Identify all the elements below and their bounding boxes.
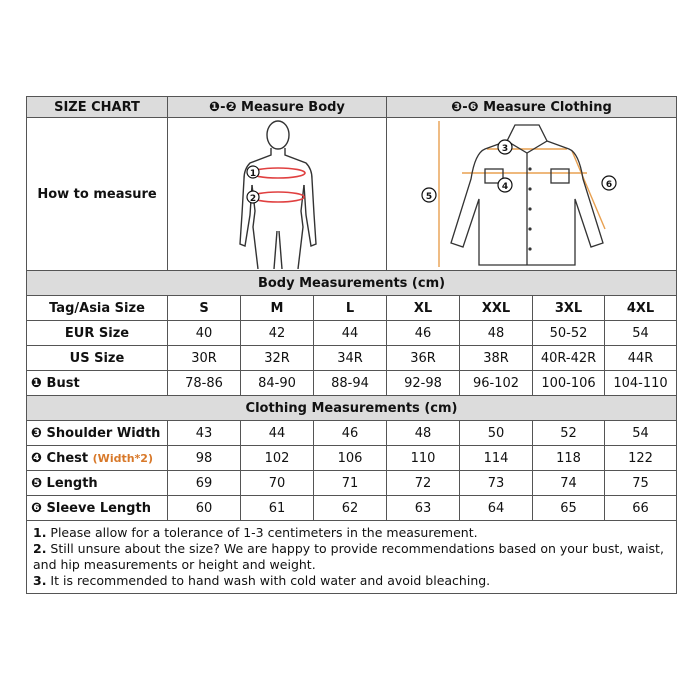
cell: 73 bbox=[460, 471, 533, 496]
cell: 30R bbox=[168, 346, 241, 371]
cell: 71 bbox=[314, 471, 387, 496]
cell: M bbox=[241, 296, 314, 321]
cell: 3XL bbox=[533, 296, 605, 321]
shirt-marker-6: 6 bbox=[605, 180, 613, 190]
cell: S bbox=[168, 296, 241, 321]
table-row bbox=[27, 446, 677, 471]
body-section-row bbox=[27, 271, 677, 296]
badge-4-icon: ❹ bbox=[31, 450, 43, 466]
cell: 100-106 bbox=[533, 371, 605, 396]
shirt-figure-cell bbox=[387, 118, 677, 271]
table-row bbox=[27, 346, 677, 371]
body-marker-2: 2 bbox=[249, 194, 257, 204]
cell: 88-94 bbox=[314, 371, 387, 396]
clothing-section-row bbox=[27, 396, 677, 421]
table-row bbox=[27, 421, 677, 446]
cell: 62 bbox=[314, 496, 387, 521]
table-row bbox=[27, 296, 677, 321]
note-number: 2. bbox=[33, 541, 47, 556]
cell: 34R bbox=[314, 346, 387, 371]
body-figure-cell bbox=[168, 118, 387, 271]
badge-5-icon: ❺ bbox=[31, 475, 43, 491]
row-label bbox=[27, 496, 168, 521]
cell: 43 bbox=[168, 421, 241, 446]
how-to-measure-label: How to measure bbox=[27, 118, 168, 271]
table-row bbox=[27, 496, 677, 521]
cell: 46 bbox=[314, 421, 387, 446]
cell: 75 bbox=[605, 471, 677, 496]
row-label-text: Bust bbox=[46, 375, 80, 391]
body-figure-icon bbox=[168, 119, 387, 269]
cell: 44R bbox=[605, 346, 677, 371]
row-label bbox=[27, 446, 168, 471]
row-label bbox=[27, 471, 168, 496]
row-label bbox=[27, 421, 168, 446]
cell: XL bbox=[387, 296, 460, 321]
cell: L bbox=[314, 296, 387, 321]
shirt-marker-4: 4 bbox=[501, 182, 509, 192]
note-text: Still unsure about the size? We are happy to provide recommendations based on your bust, waist, and hip measurements or height and weight. bbox=[33, 541, 664, 572]
shirt-marker-3: 3 bbox=[501, 144, 509, 154]
cell: 118 bbox=[533, 446, 605, 471]
cell: 114 bbox=[460, 446, 533, 471]
shirt-marker-5: 5 bbox=[425, 192, 433, 202]
cell: 36R bbox=[387, 346, 460, 371]
cell: 74 bbox=[533, 471, 605, 496]
cell: 70 bbox=[241, 471, 314, 496]
cell: 72 bbox=[387, 471, 460, 496]
note-item bbox=[33, 525, 670, 541]
note-text: It is recommended to hand wash with cold water and avoid bleaching. bbox=[46, 573, 491, 588]
row-label: Tag/Asia Size bbox=[27, 296, 168, 321]
clothing-section-title: Clothing Measurements (cm) bbox=[27, 396, 677, 421]
cell: 122 bbox=[605, 446, 677, 471]
cell: 96-102 bbox=[460, 371, 533, 396]
table-row bbox=[27, 471, 677, 496]
cell: 106 bbox=[314, 446, 387, 471]
cell: 65 bbox=[533, 496, 605, 521]
cell: 44 bbox=[314, 321, 387, 346]
badge-3-icon: ❸ bbox=[31, 425, 43, 441]
shirt-figure-icon bbox=[387, 119, 677, 269]
cell: 92-98 bbox=[387, 371, 460, 396]
table-row bbox=[27, 371, 677, 396]
row-label-text: Chest bbox=[46, 450, 89, 466]
measure-clothing-title: ❸-❻ Measure Clothing bbox=[387, 97, 677, 118]
cell: 46 bbox=[387, 321, 460, 346]
notes-row bbox=[27, 521, 677, 594]
cell: 104-110 bbox=[605, 371, 677, 396]
cell: 84-90 bbox=[241, 371, 314, 396]
size-chart-title: SIZE CHART bbox=[27, 97, 168, 118]
cell: 78-86 bbox=[168, 371, 241, 396]
row-label: EUR Size bbox=[27, 321, 168, 346]
row-label-text: Length bbox=[46, 475, 98, 491]
cell: 54 bbox=[605, 321, 677, 346]
body-marker-1: 1 bbox=[249, 169, 257, 179]
cell: 54 bbox=[605, 421, 677, 446]
cell: 69 bbox=[168, 471, 241, 496]
cell: 63 bbox=[387, 496, 460, 521]
cell: 38R bbox=[460, 346, 533, 371]
cell: 50-52 bbox=[533, 321, 605, 346]
body-section-title: Body Measurements (cm) bbox=[27, 271, 677, 296]
row-label: US Size bbox=[27, 346, 168, 371]
cell: 44 bbox=[241, 421, 314, 446]
cell: XXL bbox=[460, 296, 533, 321]
cell: 42 bbox=[241, 321, 314, 346]
notes-cell bbox=[27, 521, 677, 594]
measure-body-title: ❶-❷ Measure Body bbox=[168, 97, 387, 118]
row-label-text: Shoulder Width bbox=[46, 425, 161, 441]
cell: 4XL bbox=[605, 296, 677, 321]
note-number: 1. bbox=[33, 525, 47, 540]
note-text: Please allow for a tolerance of 1-3 centimeters in the measurement. bbox=[46, 525, 478, 540]
cell: 66 bbox=[605, 496, 677, 521]
cell: 32R bbox=[241, 346, 314, 371]
note-item bbox=[33, 573, 670, 589]
cell: 40R-42R bbox=[533, 346, 605, 371]
cell: 50 bbox=[460, 421, 533, 446]
badge-6-icon: ❻ bbox=[31, 500, 43, 516]
size-chart-table bbox=[26, 96, 677, 594]
cell: 60 bbox=[168, 496, 241, 521]
width-note: (Width*2) bbox=[92, 451, 153, 465]
badge-1-icon: ❶ bbox=[31, 375, 43, 391]
note-number: 3. bbox=[33, 573, 47, 588]
how-to-measure-row bbox=[27, 118, 677, 271]
cell: 64 bbox=[460, 496, 533, 521]
cell: 40 bbox=[168, 321, 241, 346]
row-label bbox=[27, 371, 168, 396]
header-row bbox=[27, 97, 677, 118]
note-item bbox=[33, 541, 670, 573]
cell: 110 bbox=[387, 446, 460, 471]
cell: 98 bbox=[168, 446, 241, 471]
cell: 52 bbox=[533, 421, 605, 446]
cell: 102 bbox=[241, 446, 314, 471]
cell: 48 bbox=[460, 321, 533, 346]
size-chart bbox=[26, 96, 676, 594]
cell: 48 bbox=[387, 421, 460, 446]
table-row bbox=[27, 321, 677, 346]
cell: 61 bbox=[241, 496, 314, 521]
row-label-text: Sleeve Length bbox=[46, 500, 151, 516]
